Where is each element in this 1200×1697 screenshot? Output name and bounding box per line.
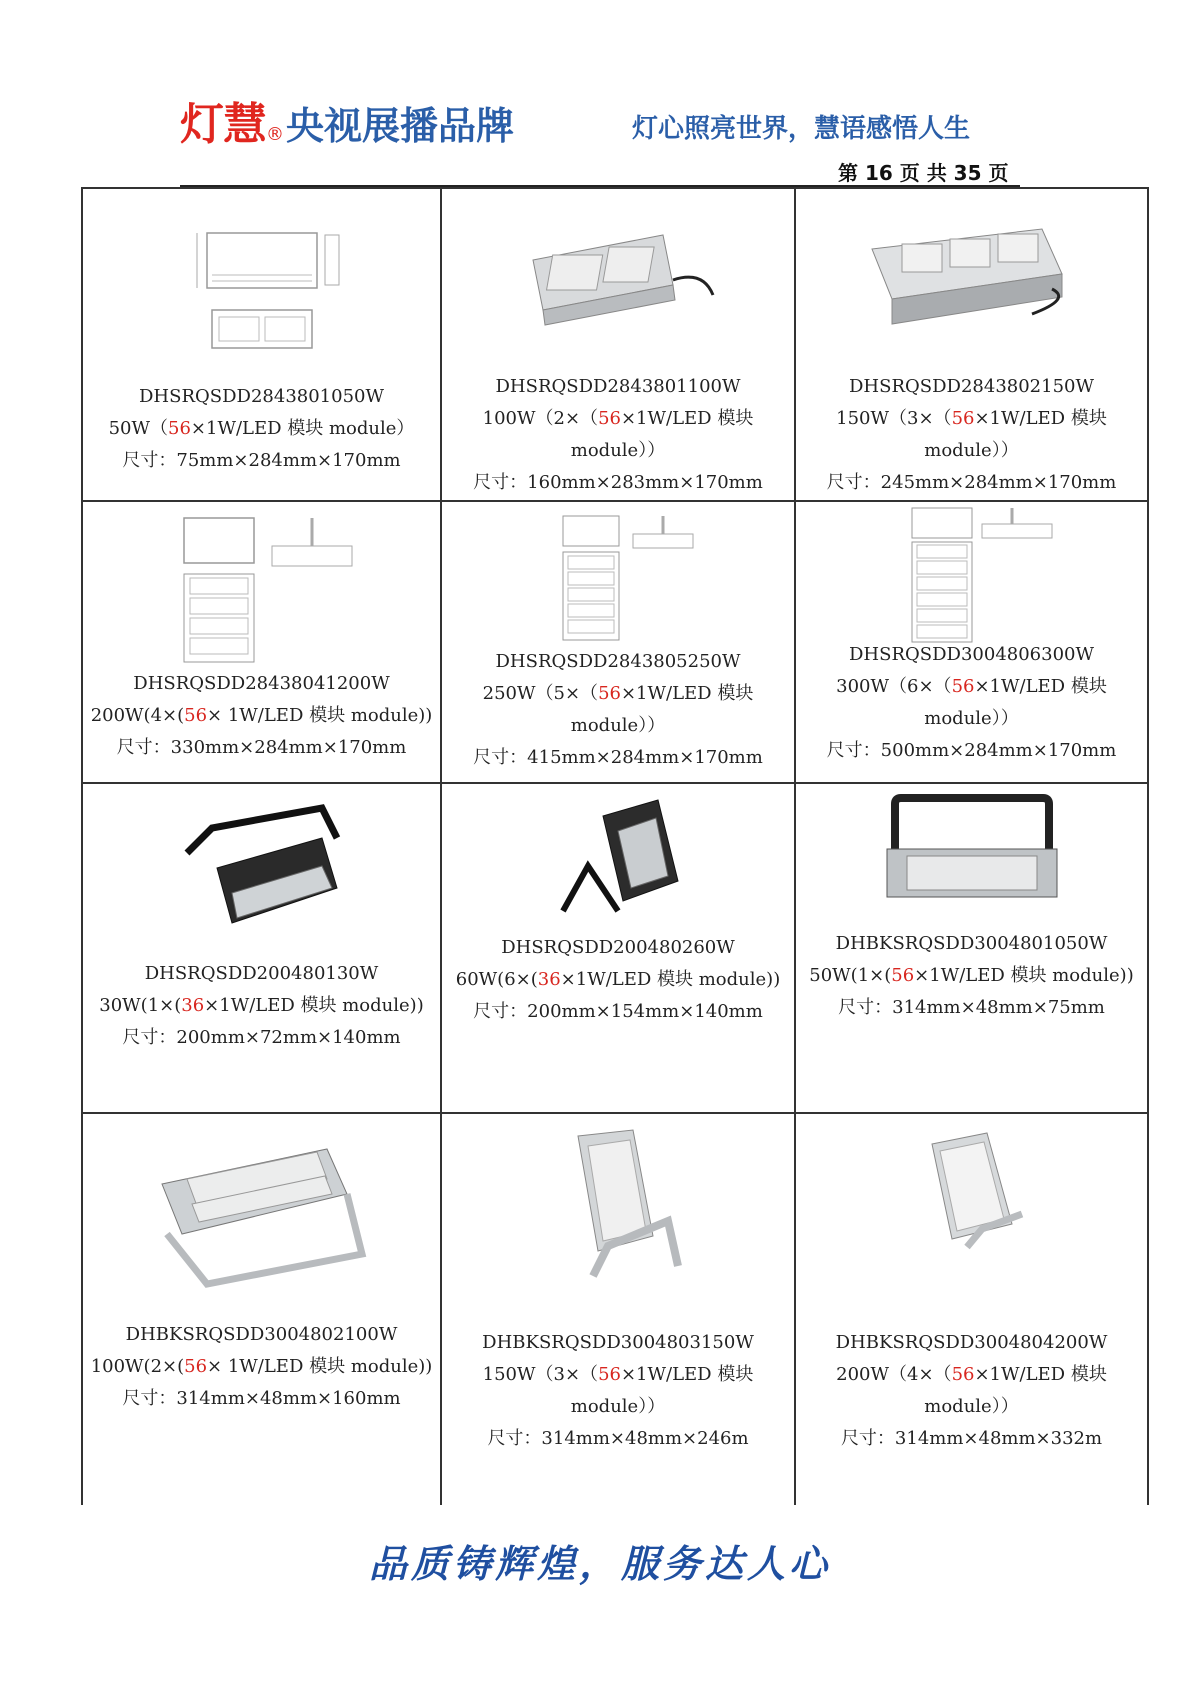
product-cell (796, 1114, 1147, 1505)
registered-mark: ® (266, 124, 284, 145)
product-model: DHSRQSDD2843801100W (495, 376, 741, 397)
product-cell (83, 502, 440, 782)
product-cell (442, 502, 794, 782)
page-number: 第 16 页 共 35 页 (838, 161, 1009, 185)
brand-media: 央视展播品牌 (286, 104, 515, 148)
product-size: 尺寸：330mm×284mm×170mm (116, 737, 407, 758)
slogan: 灯心照亮世界，慧语感悟人生 (632, 114, 971, 144)
product-size: 尺寸：200mm×154mm×140mm (473, 1001, 763, 1022)
product-model: DHSRQSDD2843802150W (849, 376, 1094, 397)
flood-light-photo-icon (877, 794, 1067, 904)
product-size: 尺寸：160mm×283mm×170mm (473, 472, 763, 493)
dimension-drawing-icon (523, 512, 713, 642)
product-size: 尺寸：314mm×48mm×246m (487, 1428, 749, 1449)
product-size: 尺寸：245mm×284mm×170mm (826, 472, 1117, 493)
product-spec: 250W（5×（56×1W/LED 模块 (482, 683, 754, 704)
product-model: DHSRQSDD2843801050W (139, 386, 384, 407)
product-model: DHBKSRQSDD3004804200W (835, 1332, 1108, 1353)
product-cell (83, 784, 440, 1112)
product-model: DHBKSRQSDD3004801050W (835, 933, 1108, 954)
product-size: 尺寸：314mm×48mm×332m (840, 1428, 1103, 1449)
product-spec: 100W(2×(56× 1W/LED 模块 module)) (90, 1356, 433, 1377)
flood-light-photo-icon (172, 798, 352, 938)
dimension-drawing-icon (162, 514, 362, 664)
product-spec-cont: module）） (924, 1396, 1019, 1417)
product-cell (442, 189, 794, 500)
product-size: 尺寸：200mm×72mm×140mm (122, 1027, 401, 1048)
flood-light-photo-icon (548, 796, 688, 921)
product-spec: 200W（4×（56×1W/LED 模块 (836, 1364, 1107, 1385)
product-spec: 300W（6×（56×1W/LED 模块 (836, 676, 1107, 697)
product-size: 尺寸：500mm×284mm×170mm (826, 740, 1117, 761)
product-spec: 150W（3×（56×1W/LED 模块 (836, 408, 1107, 429)
product-size: 尺寸：415mm×284mm×170mm (473, 747, 763, 768)
product-spec: 100W（2×（56×1W/LED 模块 (482, 408, 754, 429)
product-cell (796, 784, 1147, 1112)
flood-light-photo-icon (862, 219, 1082, 334)
product-size: 尺寸：314mm×48mm×160mm (122, 1388, 401, 1409)
product-size: 尺寸：75mm×284mm×170mm (122, 450, 401, 471)
product-model: DHSRQSDD200480130W (144, 963, 379, 984)
dimension-drawing-icon (882, 504, 1062, 644)
product-spec-cont: module）） (570, 440, 666, 461)
product-cell (442, 1114, 794, 1505)
product-cell (442, 784, 794, 1112)
product-model: DHSRQSDD3004806300W (849, 644, 1094, 665)
product-size: 尺寸：314mm×48mm×75mm (838, 997, 1105, 1018)
brand-logo (180, 88, 514, 152)
product-spec: 200W(4×(56× 1W/LED 模块 module)) (90, 705, 433, 726)
product-model: DHSRQSDD200480260W (501, 937, 735, 958)
product-cell (83, 189, 440, 500)
product-model: DHSRQSDD28438041200W (133, 673, 390, 694)
flood-light-photo-icon (147, 1124, 377, 1294)
product-model: DHSRQSDD2843805250W (495, 651, 741, 672)
product-cell (796, 189, 1147, 500)
product-cell (796, 502, 1147, 782)
dimension-drawing-icon (177, 225, 347, 360)
product-spec: 50W(1×(56×1W/LED 模块 module)) (809, 965, 1134, 986)
product-table (81, 187, 1149, 1505)
product-model: DHBKSRQSDD3004802100W (125, 1324, 398, 1345)
footer-motto: 品质铸辉煌，服务达人心 (368, 1542, 831, 1586)
flood-light-photo-icon (912, 1129, 1032, 1254)
product-spec: 60W(6×(36×1W/LED 模块 module)) (455, 969, 781, 990)
product-spec-cont: module）） (924, 440, 1019, 461)
product-spec-cont: module）） (570, 1396, 666, 1417)
table-border (1147, 187, 1149, 1505)
flood-light-photo-icon (548, 1126, 688, 1291)
product-spec-cont: module）） (924, 708, 1019, 729)
product-spec: 150W（3×（56×1W/LED 模块 (482, 1364, 754, 1385)
product-model: DHBKSRQSDD3004803150W (482, 1332, 754, 1353)
brand-name: 灯慧 (180, 99, 266, 150)
product-spec: 50W（56×1W/LED 模块 module） (108, 418, 415, 439)
product-cell (83, 1114, 440, 1505)
flood-light-photo-icon (513, 225, 723, 335)
product-spec: 30W(1×(36×1W/LED 模块 module)) (99, 995, 424, 1016)
product-spec-cont: module）） (570, 715, 666, 736)
